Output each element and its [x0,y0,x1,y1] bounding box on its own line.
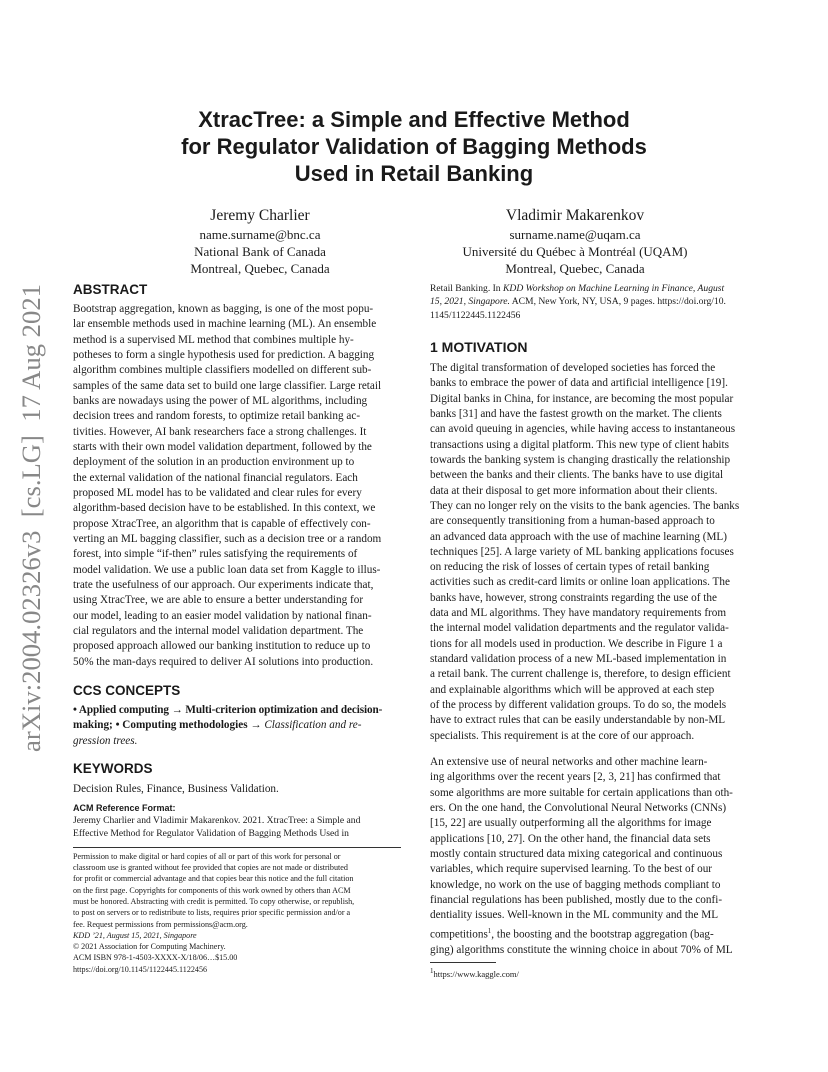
author-block-1 [140,206,380,277]
paragraph-line: towards the banking system is changing drastically the relationship [430,453,731,466]
paragraph-line: on reducing the risk of losses of certain types of retail banking [430,561,710,574]
paragraph-line: ing algorithms over the recent years [2, 3, 21] has confirmed that [430,771,721,784]
paragraph-line: Bootstrap aggregation, known as bagging, is one of the most popu- [73,303,374,315]
paragraph-line: and explainable algorithms which will be approved at each step [430,683,715,696]
motivation-para-2 [430,755,758,958]
paragraph-line: samples of the same data set to build one large classifier. Large retail [73,379,382,392]
paragraph-line: proposed approach allowed our banking institution to reduce up to [73,640,371,653]
paragraph-line: banks [31] and have the fastest growth on the market. The clients [430,407,722,420]
paragraph-line: Digital banks in China, for instance, are becoming the most popular [430,392,734,405]
acm-ref-doi[interactable]: 1145/1122445.1122456 [430,309,521,321]
permission-line: classroom use is granted without fee provided that copies are not made or distributed [73,863,348,873]
paragraph-line: algorithm combines multiple classifiers modelled on different sub- [73,364,372,377]
paragraph-line: an advanced data approach with the use of machine learning (ML) [430,530,727,543]
ccs-body [73,703,401,749]
title-line: Used in Retail Banking [294,161,534,186]
para-text: competitions [430,928,488,941]
keywords-text: Decision Rules, Finance, Business Validation. [73,782,279,795]
paragraph-line: 50% the man-days required to deliver AI solutions into production. [73,655,374,668]
acm-ref-continuation [430,282,758,322]
footnote-rule [430,962,496,963]
author-affiliation: National Bank of Canada [194,244,326,259]
acm-ref-line [430,295,758,308]
paragraph-line: They can no longer rely on the visits to the bank agencies. The banks [430,499,740,512]
paragraph-line: of the process by different validation groups. To do so, the models [430,699,727,712]
paragraph-line: verting an ML bagging classifier, such as a decision tree or a random [73,532,382,545]
paragraph-line: between the banks and their clients. The banks have to use digital [430,469,724,482]
paragraph-line: techniques [25]. A large variety of ML banking applications focuses [430,545,734,558]
paragraph-line: dentiality issues. Well-known in the ML community and the ML [430,909,719,922]
footnote-mark: 1 [430,967,434,976]
paragraph-line: ers. On the one hand, the Convolutional Neural Networks (CNNs) [430,802,727,815]
author-email: name.surname@bnc.ca [199,227,321,242]
paragraph-line: variables, which require supervised learning. To the best of our [430,863,713,876]
permission-line: Permission to make digital or hard copies of all or part of this work for personal or [73,851,341,861]
paragraph-line: tions for all models used in production. We describe in Figure 1 a [430,637,723,650]
paragraph-line: mostly contain structured data mixing categorical and continuous [430,848,723,861]
footnote [430,966,758,980]
paragraph-line: deployment of the solution in an production environment up to [73,456,355,469]
author-email: surname.name@uqam.ca [509,227,641,242]
ccs-italic: Classification and re- [264,719,362,732]
author-affiliation: Université du Québec à Montréal (UQAM) [462,244,688,259]
paragraph-line: forest, into simple “if-then” rules satisfying the requirements of [73,548,358,561]
paragraph-line: banks are nowadays using the power of ML algorithms, including [73,394,368,407]
paragraph-line: banks to embrace the power of data and artificial intelligence [19]. [430,377,728,390]
paragraph-line: applications [10, 27]. On the other hand, the financial data sets [430,832,711,845]
acm-ref-heading: ACM Reference Format: [73,803,176,814]
ccs-bold: making; • Computing methodologies [73,719,248,732]
author-name: Jeremy Charlier [210,207,310,224]
paragraph-line [430,924,758,943]
para-text: , the boosting and the bootstrap aggregation (bag- [491,928,714,941]
paragraph-line: model validation. We use a public loan data set from Kaggle to illus- [73,563,381,576]
title-line: XtracTree: a Simple and Effective Method [198,107,630,132]
ccs-line [73,718,401,733]
permission-rule [73,847,401,848]
paragraph-line: standard validation process of a new ML-based implementation in [430,653,727,666]
paragraph-line: potheses to form a single hypothesis used for prediction. A bagging [73,348,375,361]
venue-line: KDD ’21, August 15, 2021, Singapore [73,930,197,940]
paragraph-line: data and ML algorithms. They have mandatory requirements from [430,607,727,620]
paragraph-line: lar ensemble methods used in machine learning (ML). An ensemble [73,318,377,331]
paragraph-line: data at their disposal to get more information about their clients. [430,484,718,497]
right-column [430,282,758,980]
paragraph-line: a retail bank. The current challenge is, therefore, to design efficient [430,668,731,681]
acm-ref-line: Jeremy Charlier and Vladimir Makarenkov. 2021. XtracTree: a Simple and [73,815,361,827]
acm-ref-text: Retail Banking. In [430,283,504,294]
paragraph-line: are consequently transitioning from a human-based approach to [430,515,715,528]
paragraph-line: The digital transformation of developed societies has forced the [430,361,716,374]
paragraph-line: [15, 22] are usually outperforming all the algorithms for image [430,817,712,830]
paragraph-line: the internal model validation departments and the regulator valida- [430,622,729,635]
title-line: for Regulator Validation of Bagging Methods [181,134,647,159]
paragraph-line: starts with their own model validation department, followed by the [73,440,372,453]
author-location: Montreal, Quebec, Canada [190,261,330,276]
arxiv-id-text: arXiv:2004.02326v3 [cs.LG] 17 Aug 2021 [17,295,46,752]
paragraph-line: have to extract rules that can be easily understandable by non-ML [430,714,726,727]
paragraph-line: knowledge, no work on the use of bagging methods compliant to [430,878,721,891]
paragraph-line: An extensive use of neural networks and other machine learn- [430,756,708,769]
ccs-heading: CCS CONCEPTS [73,682,181,698]
paragraph-line: our model, leading to an easier model validation by national finan- [73,609,372,622]
isbn-line: ACM ISBN 978-1-4503-XXXX-X/18/06…$15.00 [73,953,238,963]
paragraph-line: financial regulations has been published, mostly due to the confi- [430,894,723,907]
arxiv-stamp [10,284,50,752]
paragraph-line: trate the usefulness of our approach. Our experiments indicate that, [73,578,374,591]
paragraph-line: the external validation of the national financial regulators. Each [73,471,358,484]
permission-line: must be honored. Abstracting with credit is permitted. To copy otherwise, or republish, [73,896,355,906]
permission-line: to post on servers or to redistribute to lists, requires prior specific permission and/or a [73,908,351,918]
author-name: Vladimir Makarenkov [505,207,645,224]
footnote-mark[interactable]: 1 [487,926,492,935]
acm-ref-line [430,282,758,295]
ccs-line: gression trees. [73,734,138,747]
author-location: Montreal, Quebec, Canada [505,261,645,276]
paragraph-line: decision trees and random forests, to optimize retail banking ac- [73,410,361,423]
footnote-link[interactable]: https://www.kaggle.com/ [433,968,519,979]
paragraph-line: can avoid queuing in agencies, while having access to instantaneous [430,423,736,436]
acm-ref-line: Effective Method for Regulator Validation of Bagging Methods Used in [73,828,349,840]
paragraph-line: activities such as credit-card limits or online loan applications. The [430,576,730,589]
author-block-2 [430,206,720,277]
copyright-line: © 2021 Association for Computing Machinery. [73,942,226,952]
paragraph-line: banks have, however, strong constraints regarding the use of the [430,591,717,604]
paragraph-line: using XtracTree, we are able to ensure a better understanding for [73,594,364,607]
paragraph-line: propose XtracTree, an algorithm that is capable of effectively con- [73,517,371,530]
left-column [73,282,401,975]
permission-line: for profit or commercial advantage and that copies bear this notice and the full citation [73,874,354,884]
motivation-heading: 1 MOTIVATION [430,338,528,355]
ccs-line: • Applied computing → Multi-criterion optimization and decision- [73,703,383,716]
permission-block [73,851,401,975]
paragraph-line: method is a supervised ML method that combines multiple hy- [73,333,354,346]
doi-link[interactable]: https://doi.org/10.1145/1122445.1122456 [73,964,208,974]
acm-ref-body [73,814,401,841]
acm-ref-venue: KDD Workshop on Machine Learning in Finance, August [503,283,725,294]
paragraph-line: transactions using a digital platform. This new type of client habits [430,438,729,451]
paper-title [70,106,758,187]
paragraph-line: tivities. However, AI bank researchers face a strong challenges. It [73,425,367,438]
motivation-para-1 [430,361,758,744]
abstract-body [73,302,401,670]
acm-ref-text: ACM, New York, NY, USA, 9 pages. https://doi.org/10. [509,296,726,308]
paragraph-line: algorithm-based decision have to be established. In this context, we [73,502,376,515]
paragraph-line: proposed ML model has to be validated and clear rules for every [73,486,362,499]
paragraph-line: specialists. This requirement is at the core of our approach. [430,729,695,742]
keywords-heading: KEYWORDS [73,760,153,776]
permission-line: fee. Request permissions from permissions@acm.org. [73,919,248,929]
abstract-heading: ABSTRACT [73,282,148,297]
paragraph-line: cial regulators and the internal model validation department. The [73,624,364,637]
ccs-arrow: → [247,719,265,732]
acm-ref-venue: 15, 2021, Singapore. [430,296,510,308]
paragraph-line: ging) algorithms constitute the winning choice in about 70% of ML [430,943,733,956]
permission-line: on the first page. Copyrights for components of this work owned by others than ACM [73,885,351,895]
paragraph-line: some algorithms are more suitable for certain applications than oth- [430,786,733,799]
